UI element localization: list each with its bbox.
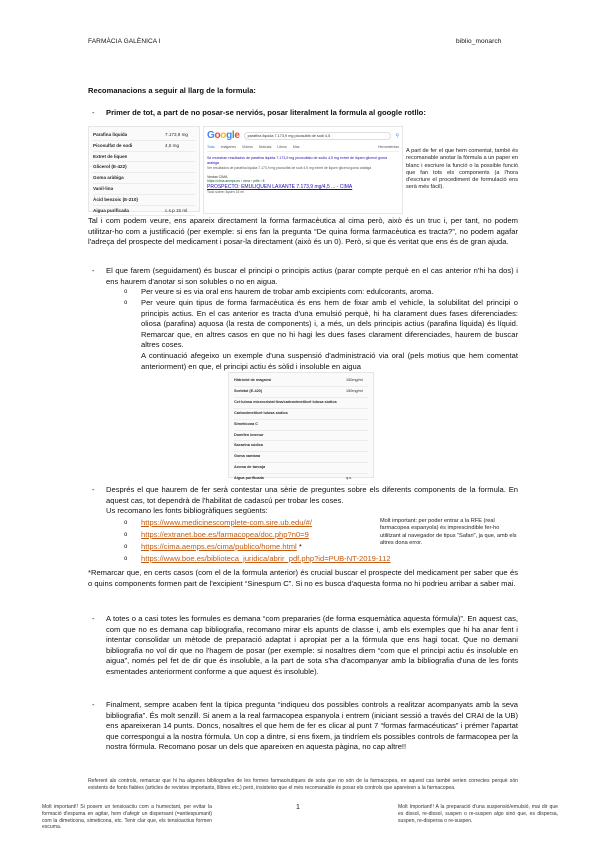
cell-amount (346, 398, 368, 408)
link-boe-biblioteca[interactable]: https://www.boe.es/biblioteca_juridica/abrir_pdf.php?id=PUB-NT-2019-112 (141, 554, 391, 563)
cell-component: Goma aràbiga (93, 175, 124, 181)
google-search-image (203, 126, 403, 214)
table-row (234, 441, 368, 452)
table-row (234, 431, 368, 442)
cell-component: Extret de liquen (93, 153, 128, 159)
cell-amount (165, 195, 195, 205)
footer-left-note: Molt important!! Si posem un tensioactiu com a humectant, per evitar la formació d'espuma en agitar, hem d'afegir un dispersant (=antiespumant) com la dimeticona, simeticona, etc. Tenir clar que, els tensioactius formen escuma. (42, 804, 212, 831)
table-row (234, 398, 368, 409)
footnote: Referent als controls, remarcar que hi ha algunes bibliografies de les formes farmacèutiques de sota que no són de la farmacopea, en aquest cas també serien correctes perquè són existents de fonts fiables (articles de revistes importants, llibres etc.) però, insisteixo que el més recomanable és posar els controls que apareixen a la farmacopea. (88, 778, 518, 791)
step4-text: A totes o a casi totes les formules es demana “com prepararies (de forma esquemàtica aquesta fórmula)”. En aquest cas, com que no es demana cap bibliografia, recomano mirar els apunts de classe i, amb els exemples que hi ha anar fent i intentar consolidar un mètode de preparació adaptat i apropiat per a la fórmula que ens hagi tocat. Que no demani bibliografia no vol dir que no l'hagem de posar (per exemple: si nosaltres diem “com que el principi actiu és insoluble en aigua”, només pel fet de dir que és insoluble, a la part de sota s'ha d'acompanyar amb la bibliografia d'una de les fonts esmentades anteriorment conforme a que aquest és insoluble). (106, 614, 518, 676)
google-logo: Google (207, 130, 240, 141)
table-row (234, 409, 368, 420)
paragraph-sinespum: *Remarcar que, en certs casos (com el de la formula anterior) és crucial buscar el prospecte del medicament per saber que és o quins components formen part de l'excipient “Sinespum C”. Si no es busca d'aquesta forma no hi podrieu arribar a saber mai. (88, 568, 518, 588)
link-star: * (298, 542, 302, 551)
step2-text: El que farem (seguidament) és buscar el principi o principis actius (parar compte perquè en el cas anterior n'hi ha dos) i ens haurem d'anotar si son solubles o no en aigua. (106, 266, 518, 286)
circle-bullet: o (124, 289, 128, 295)
table-row (93, 141, 195, 152)
cell-amount: 7.173,9 mg (165, 132, 188, 137)
google-snippet: Se muestran resultados de parafina liquida 7.173,9 mg picosulfato de sodio 4,5 mg extret de liquen glicerol goma arabiga (207, 156, 387, 165)
cell-amount (165, 152, 195, 162)
cell-component: Goma xantana (234, 454, 261, 459)
google-tabs (207, 145, 399, 152)
google-url: https://cima.aemps.es › cima › pdfs › ft (207, 178, 265, 183)
cell-amount: 4,5 mg (165, 142, 180, 148)
footer-right-note: Molt Important!! A la preparació d'una suspensió/emulsió, mai dir que es dissol, re-dissol, suspen o re-suspen algo sinó que, es dispersa, suspen, re-dispersa o re-suspen. (398, 804, 558, 824)
table-row (234, 420, 368, 431)
cell-component: Cel·lulosa microcristal·lina/carboximetilcel·lulosa sòdica (234, 399, 337, 404)
circle-bullet: o (124, 556, 128, 562)
google-tab[interactable]: Libros (277, 145, 287, 149)
cell-amount: c.s.p 15 ml (165, 207, 188, 213)
cell-component: Hidròxid de magnesi (234, 378, 272, 382)
table-row (234, 376, 368, 387)
cell-component: Aigua purificada (93, 207, 129, 213)
cell-component: Parafina líquida (93, 132, 128, 137)
cell-amount: q.s. (346, 476, 353, 481)
cell-amount (346, 463, 368, 473)
link-cima[interactable]: https://cima.aemps.es/cima/publico/home.html (141, 542, 297, 551)
search-icon[interactable]: ⚲ (395, 132, 399, 139)
sub2a-text: Per veure si es via oral ens haurem de trobar amb excipients com: edulcorants, aroma. (141, 287, 434, 296)
table-row (93, 206, 195, 217)
dash-bullet: - (92, 700, 95, 709)
table-row (234, 463, 368, 474)
table-row (93, 130, 195, 141)
cell-amount (165, 184, 195, 194)
table-row (93, 184, 195, 195)
cell-component: Glicerol (E-422) (93, 164, 127, 170)
step3b-text: Us recomano les fonts bibliogràfiques següents: (106, 506, 268, 515)
sub2b-text: Per veure quin tipus de forma farmacèutica és ens hem de fixar amb el vehicle, la solubilitat del principi o principis actius. En el cas anterior es tracta d'una emulsió perquè, hi ha clarament dues fases diferenciades: oliosa (parafina) aquosa (la resta de components) i, a més, un dels principis actius (parafina líquida) és líquid. Remarcar que, en altres casos en que no hi hagi les dues fases clarament diferenciades, haurem de buscar altres coses. (141, 298, 518, 350)
suspension-table-image (228, 372, 374, 481)
step5-text: Finalment, sempre acaben fent la típica pregunta “indiqueu dos possibles controls a realitzar acompanyats amb la seva bibliografia”. És molt senzill. Si anem a la real farmacopea espanyola i entrem (iniciant sessió a través del CRAI de la UB) ens apareixeran 14 punts. Doncs, nosaltres el que hem de fer es clicar al punt 7 “formas farmacéuticas” i prémer l'apartat que correspongui a la nostra fórmula. Un cop a dintre, si ens fixem, ja tindríem els possibles controls de farmacopea per la nostra fórmula. Recomano posar un dels que apareixen en aquesta pàgina, no cap altre!! (106, 700, 518, 752)
cima-link-line (141, 542, 302, 553)
dash-bullet: - (92, 266, 95, 275)
google-result-sub: Todo sobre: liquen 15 ml (207, 189, 244, 194)
dash-bullet: - (92, 614, 95, 623)
step3-text: Després el que haurem de fer serà contestar una sèrie de preguntes sobre els diferents components de la formula. En aquest cas, tot dependrà de l'habilitat de cadascú per trobar les coses. (106, 485, 518, 505)
google-tab[interactable]: Imágenes (220, 145, 236, 149)
circle-bullet: o (124, 544, 128, 550)
cell-amount (346, 452, 368, 462)
circle-bullet: o (124, 532, 128, 538)
table-row (93, 152, 195, 163)
cell-amount (165, 173, 195, 183)
google-snippet-2: Ver resultados de parafina liquida 7.173,9 mg picosulfat de sodi 4,5 mg extret de liquen glicerol goma aràbiga (207, 166, 372, 171)
sub2c-text: A continuació afegeixo un exemple d'una suspensió d'administració via oral (pels motius que hem comentat anteriorment) en que, el principi actiu és sòlid i insoluble en aigua (141, 351, 518, 371)
header-left: FARMÀCIA GALÈNICA I (88, 38, 161, 45)
google-tab[interactable]: Noticias (258, 145, 272, 149)
paragraph-cima-trick: Tal i com podem veure, ens apareix directament la forma farmacèutica al cima però, això és un truc i, per tant, no podem utilitzar-ho com a justificació (per exemple: si ens fan la pregunta “De quina forma farmacèutica es tracta?”, no podem agafar l'adreça del prospecte del medicament i posar-la directament (això és un 0). Però, si que és veritat que ens és de gran ajuda. (88, 216, 518, 247)
cell-amount (165, 162, 195, 172)
side-note: A part de fer el que hem comentat, també és recomanable anotar la fórmula a un paper en blanc i escriure la funció o la possible funció que fan tots els components (a l'hora d'escriure el procediment de formulació ens serà més fàcil). (406, 148, 518, 191)
cell-component: Picosulfat de sodi (93, 142, 133, 148)
cell-amount: 150mg/ml (346, 388, 363, 393)
dash-bullet: - (92, 485, 95, 494)
dash-bullet: - (92, 108, 95, 117)
cell-component: Carboximetilcel·lulosa sòdica (234, 410, 288, 415)
header-right: biblio_monarch (456, 38, 502, 45)
google-tab[interactable]: Herramientas (377, 145, 399, 149)
table-row (234, 452, 368, 463)
table-row (93, 173, 195, 184)
link-rfe-farmacopea[interactable]: https://extranet.boe.es/farmacopea/doc.php?n0=9 (141, 530, 309, 539)
step1-text: Primer de tot, a part de no posar-se nerviós, posar literalment la formula al google rotllo: (106, 108, 426, 117)
circle-bullet: o (124, 520, 128, 526)
google-tab[interactable]: Más (292, 145, 300, 149)
cell-component: Aigua purificada (234, 476, 264, 481)
cell-amount (346, 409, 368, 419)
cell-component: Simeticona C (234, 421, 259, 426)
cell-amount (346, 431, 368, 441)
cell-component: Sorbitol (E-420) (234, 388, 263, 393)
cell-component: Aroma de taronja (234, 465, 266, 470)
table-row (234, 387, 368, 398)
google-tab[interactable]: Vídeos (241, 145, 253, 149)
link-medicinescomplete[interactable]: https://www.medicinescomplete-com.sire.ub.edu/#/ (141, 518, 312, 527)
cell-component: Àcid benzoic (E-210) (93, 196, 138, 202)
circle-bullet: o (124, 300, 128, 306)
cell-amount (346, 441, 368, 451)
formula-table-image (88, 126, 200, 212)
google-site: Ventas CIMA (207, 174, 228, 179)
google-result-title[interactable]: PROSPECTO: EMULIQUEN LAXANTE 7.173,9 mg/4,5 ... - CIMA (207, 183, 353, 190)
cell-component: Domifen bromur (234, 432, 264, 437)
table-row (93, 162, 195, 173)
google-tab[interactable]: Todo (207, 145, 215, 149)
intro-heading: Recomanacions a seguir al llarg de la formula: (88, 86, 256, 95)
cell-amount: 150mg/ml (346, 378, 363, 382)
cell-amount (346, 420, 368, 430)
cell-component: Sacarina sòdica (234, 443, 263, 448)
page-number: 1 (296, 804, 300, 811)
suspension-table (234, 376, 368, 485)
table-row (93, 195, 195, 206)
rfe-safari-note: Molt important: per poder entrar a la RFE (real farmacopea espanyola) és imprescindible fer-ho utilitzant al navegador de tipus “Safari”, ja que, amb els altres dona error. (380, 518, 517, 546)
cell-component: Vanil·lina (93, 185, 114, 191)
table-row (234, 474, 368, 485)
google-search-input[interactable]: parafina liquida 7.173,9 mg picosulfat de sodi 4,5 (244, 132, 392, 140)
formula-table (93, 130, 195, 216)
